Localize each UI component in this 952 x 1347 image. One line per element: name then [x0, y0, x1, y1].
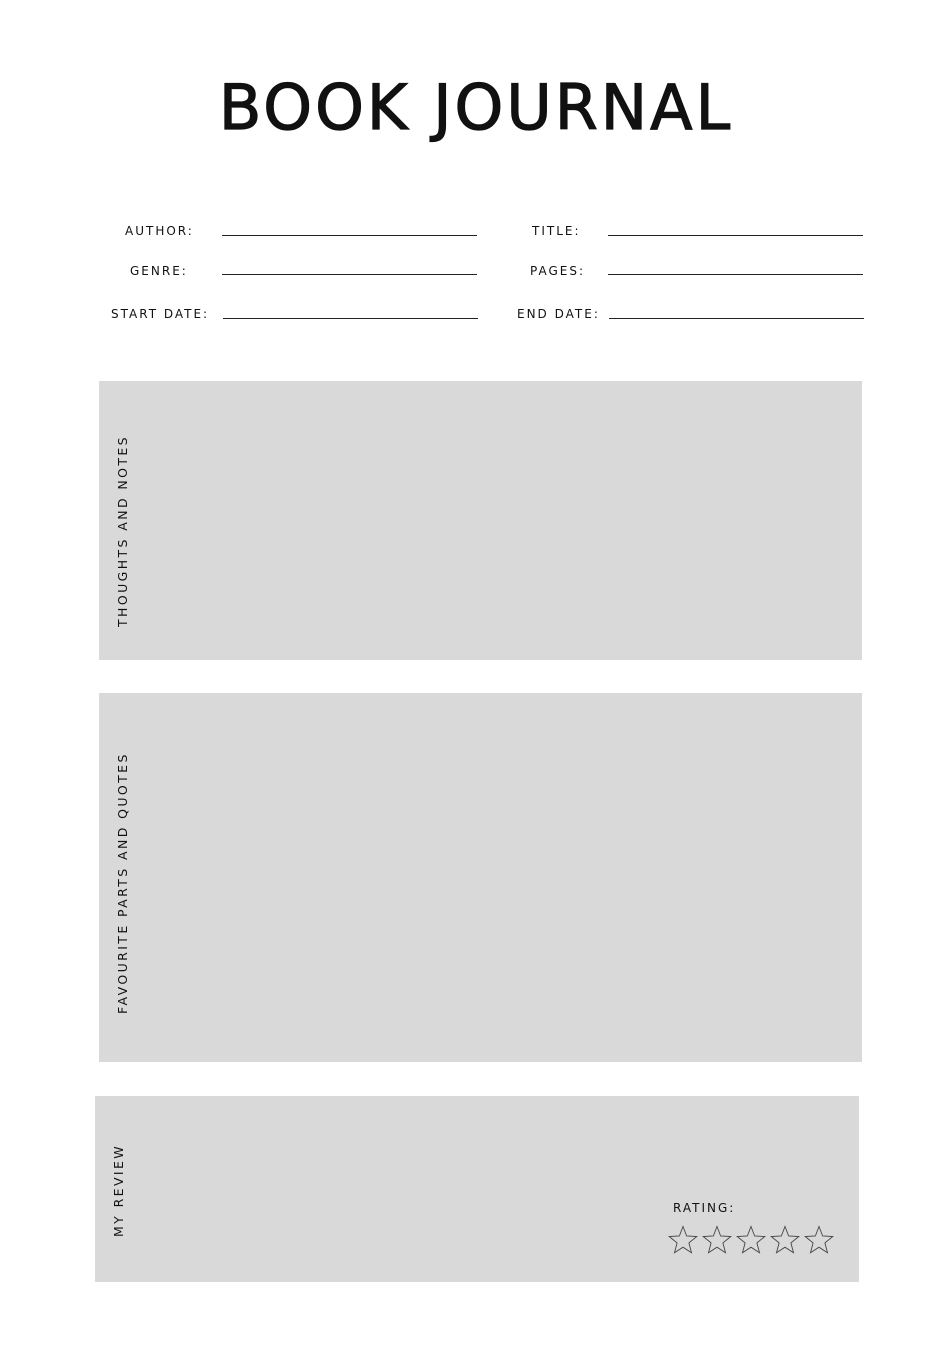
star-rating[interactable] [667, 1224, 835, 1256]
pages-label: PAGES: [530, 264, 586, 278]
author-field[interactable] [222, 235, 477, 236]
start-date-label: START DATE: [111, 307, 210, 321]
star-icon[interactable] [769, 1224, 801, 1256]
title-label: TITLE: [532, 224, 581, 238]
end-date-field[interactable] [609, 318, 864, 319]
star-icon[interactable] [735, 1224, 767, 1256]
author-label: AUTHOR: [125, 224, 194, 238]
thoughts-panel[interactable] [99, 381, 862, 660]
star-icon[interactable] [667, 1224, 699, 1256]
end-date-label: END DATE: [517, 307, 600, 321]
star-icon[interactable] [701, 1224, 733, 1256]
genre-field[interactable] [222, 274, 477, 275]
favourites-section-label: FAVOURITE PARTS AND QUOTES [115, 752, 130, 1014]
favourites-panel[interactable] [99, 693, 862, 1062]
star-icon[interactable] [803, 1224, 835, 1256]
page-title: BOOK JOURNAL [218, 71, 734, 144]
review-section-label: MY REVIEW [111, 1143, 126, 1237]
pages-field[interactable] [608, 274, 863, 275]
rating-label: RATING: [673, 1201, 736, 1215]
thoughts-section-label: THOUGHTS AND NOTES [115, 434, 130, 627]
genre-label: GENRE: [130, 264, 188, 278]
title-field[interactable] [608, 235, 863, 236]
start-date-field[interactable] [223, 318, 478, 319]
